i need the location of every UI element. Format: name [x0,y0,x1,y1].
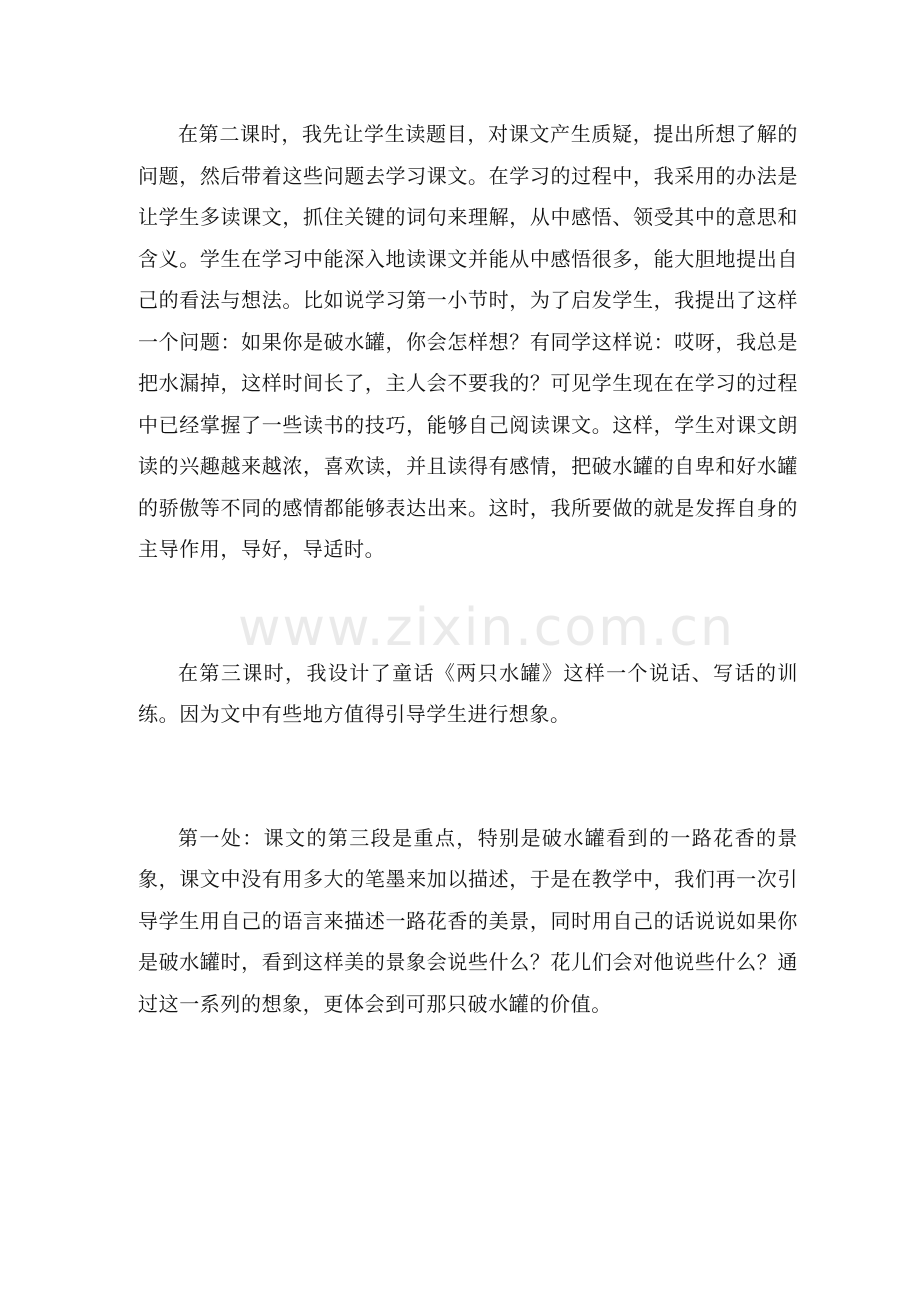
document-body [138,114,798,1025]
watermark-text: www.zixin.com.cn [238,598,735,658]
paragraph-second-lesson: 在第二课时，我先让学生读题目，对课文产生质疑，提出所想了解的问题，然后带着这些问题去学习课文。在学习的过程中，我采用的办法是让学生多读课文，抓住关键的词句来理解，从中感悟、领受其中的意思和含义。学生在学习中能深入地读课文并能从中感悟很多，能大胆地提出自己的看法与想法。比如说学习第一小节时，为了启发学生，我提出了这样一个问题：如果你是破水罐，你会怎样想？有同学这样说：哎呀，我总是把水漏掉，这样时间长了，主人会不要我的？可见学生现在在学习的过程中已经掌握了一些读书的技巧，能够自己阅读课文。这样，学生对课文朗读的兴趣越来越浓，喜欢读，并且读得有感情，把破水罐的自卑和好水罐的骄傲等不同的感情都能够表达出来。这时，我所要做的就是发挥自身的主导作用，导好，导适时。 [138,122,798,561]
paragraph-third-lesson: 在第三课时，我设计了童话《两只水罐》这样一个说话、写话的训练。因为文中有些地方值得引导学生进行想象。 [138,660,798,726]
paragraph-first-point: 第一处：课文的第三段是重点，特别是破水罐看到的一路花香的景象，课文中没有用多大的笔墨来加以描述，于是在教学中，我们再一次引导学生用自己的语言来描述一路花香的美景，同时用自己的话说说如果你是破水罐时，看到这样美的景象会说些什么？花儿们会对他说些什么？通过这一系列的想象，更体会到可那只破水罐的价值。 [138,825,798,1016]
